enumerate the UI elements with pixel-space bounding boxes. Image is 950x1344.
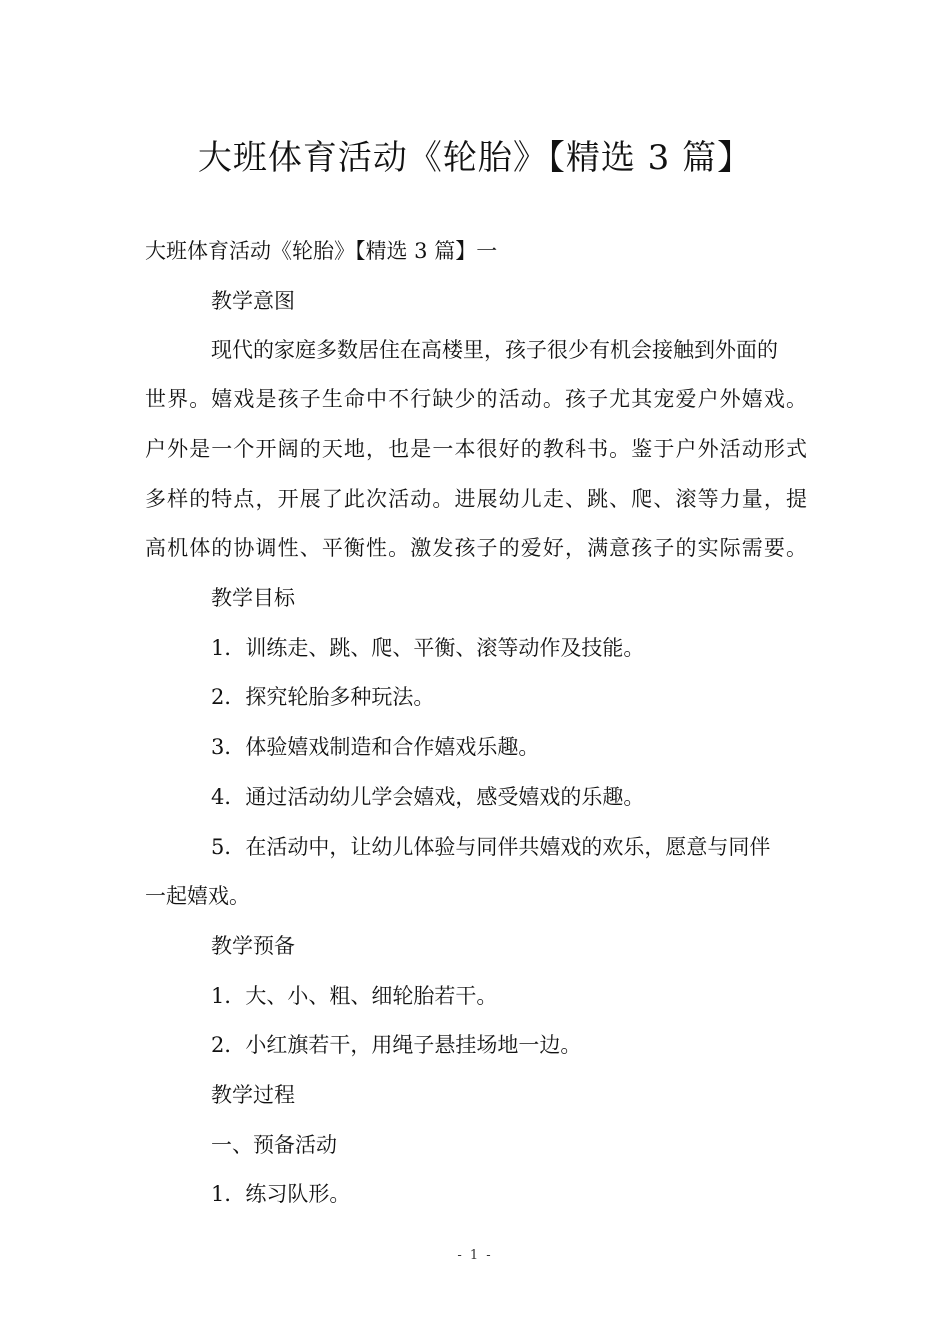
prep-item-2: 2．小红旗若干，用绳子悬挂场地一边。: [211, 1033, 582, 1057]
intent-paragraph-line-1: 现代的家庭多数居住在高楼里，孩子很少有机会接触到外面的: [211, 338, 778, 362]
goal-item-5-continued: 一起嬉戏。: [145, 884, 250, 908]
goal-item-2: 2．探究轮胎多种玩法。: [211, 685, 435, 709]
prep-heading: 教学预备: [211, 934, 295, 958]
goal-item-1: 1．训练走、跳、爬、平衡、滚等动作及技能。: [211, 636, 645, 660]
goals-heading: 教学目标: [211, 586, 295, 610]
prep-item-1: 1．大、小、粗、细轮胎若干。: [211, 984, 498, 1008]
process-heading: 教学过程: [211, 1083, 295, 1107]
goal-item-3: 3．体验嬉戏制造和合作嬉戏乐趣。: [211, 735, 540, 759]
page-number: - 1 -: [457, 1248, 493, 1263]
document-title: 大班体育活动《轮胎》【精选 3 篇】: [197, 138, 753, 178]
intent-paragraph-line-2: 世界。嬉戏是孩子生命中不行缺少的活动。孩子尤其宠爱户外嬉戏。: [145, 387, 807, 411]
goal-item-4: 4．通过活动幼儿学会嬉戏，感受嬉戏的乐趣。: [211, 785, 645, 809]
process-item-2: 1．练习队形。: [211, 1182, 351, 1206]
intent-paragraph-line-4: 多样的特点，开展了此次活动。进展幼儿走、跳、爬、滚等力量，提: [145, 487, 807, 511]
goal-item-5: 5．在活动中，让幼儿体验与同伴共嬉戏的欢乐，愿意与同伴: [211, 835, 771, 859]
intent-heading: 教学意图: [211, 289, 295, 313]
intent-paragraph-line-5: 高机体的协调性、平衡性。激发孩子的爱好，满意孩子的实际需要。: [145, 536, 807, 560]
process-item-1: 一、预备活动: [211, 1133, 337, 1157]
section-subtitle: 大班体育活动《轮胎》【精选 3 篇】一: [145, 239, 498, 263]
intent-paragraph-line-3: 户外是一个开阔的天地，也是一本很好的教科书。鉴于户外活动形式: [145, 437, 807, 461]
